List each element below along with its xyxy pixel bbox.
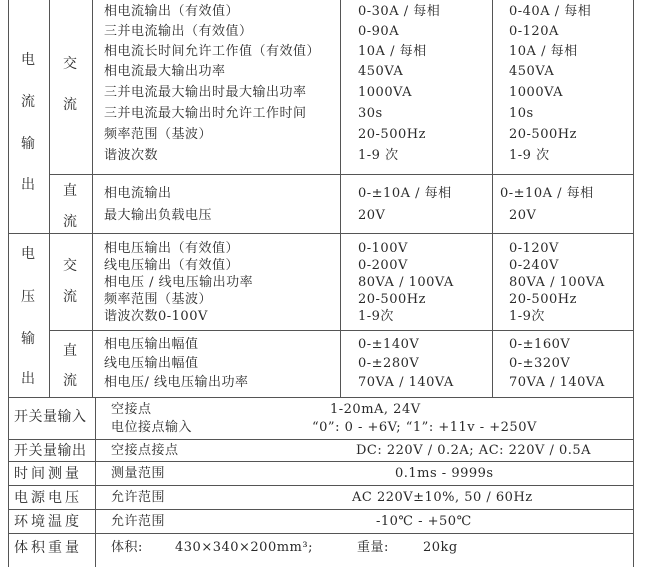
volume-value: 430×340×200mm³; [175,540,313,555]
param-value: 1-9次 [509,309,545,324]
param-name: 三并电流输出（有效值） [104,24,253,39]
param-value: 20-500Hz [509,292,577,307]
param-value: 450VA [509,64,555,79]
param-value: 20-500Hz [358,292,426,307]
voltage-output-label: 压 [21,289,35,305]
current-output-label: 电 [21,52,35,68]
voltage-dc-label: 流 [63,373,77,389]
row-divider [49,330,633,331]
param-name: 谐波次数 [104,148,159,163]
param-name: 谐波次数0-100V [104,309,208,324]
param-name: 相电压 / 线电压输出功率 [104,275,254,290]
param-value: 20V [358,208,386,223]
param-value: 0-±280V [358,356,420,371]
param-name: 电位接点输入 [111,420,193,435]
param-value: 20V [509,208,537,223]
current-dc-label: 直 [63,183,77,199]
col-divider [492,0,493,397]
col-divider [49,0,50,397]
voltage-output-label: 电 [21,246,35,262]
param-value: 80VA / 100VA [509,275,605,290]
param-value: 0-120V [509,241,559,256]
param-value: 10s [509,106,534,121]
ambient-temp-label: 环境温度 [14,514,82,530]
param-name: 空接点接点 [111,443,179,458]
switch-output-label: 开关量输出 [14,443,87,459]
voltage-output-label: 出 [21,371,35,387]
section-divider [8,461,633,462]
current-ac-label: 交 [63,56,77,72]
param-value: 0-40A / 每相 [509,4,592,19]
param-value: 10A / 每相 [358,44,427,59]
param-value: 70VA / 140VA [509,375,605,390]
param-name: 频率范围（基波） [104,292,213,307]
section-divider [8,509,633,510]
param-value: 0.1ms - 9999s [395,466,494,481]
switch-input-label: 开关量输入 [14,409,87,425]
param-name: 线电压输出幅值 [104,356,199,371]
param-name: 测量范围 [111,466,166,481]
param-value: 0-200V [358,258,408,273]
param-value: 0-30A / 每相 [358,4,441,19]
param-value: DC: 220V / 0.2A; AC: 220V / 0.5A [356,443,592,458]
param-name: 允许范围 [111,490,166,505]
voltage-output-label: 输 [21,331,35,347]
param-name: 空接点 [111,402,152,417]
col-divider [340,0,341,397]
param-value: 0-100V [358,241,408,256]
col-divider [633,0,634,567]
param-name: 三并电流最大输出时最大输出功率 [104,85,307,100]
current-ac-label: 流 [63,97,77,113]
param-value: 0-±10A / 每相 [500,186,594,201]
current-dc-label: 流 [63,214,77,230]
param-value: AC 220V±10%, 50 / 60Hz [352,490,533,505]
current-output-label: 出 [21,177,35,193]
row-divider [49,174,633,175]
param-name: 线电压输出（有效值） [104,258,240,273]
param-value: 450VA [358,64,404,79]
param-value: 0-±160V [509,337,571,352]
section-divider [8,533,633,534]
param-name: 相电流输出（有效值） [104,4,240,19]
param-value: 1-9 次 [358,148,399,163]
param-name: 最大输出负载电压 [104,208,213,223]
param-value: -10℃ - +50℃ [376,514,472,529]
volume-label: 体积: [111,540,143,555]
param-value: 1-20mA, 24V [330,402,421,417]
col-divider [8,0,9,567]
param-value: 80VA / 100VA [358,275,454,290]
param-value: 0-120A [509,24,559,39]
weight-label: 重量: [357,540,389,555]
param-value: 1-9次 [358,309,394,324]
param-name: 相电压输出（有效值） [104,241,240,256]
param-name: 相电压输出幅值 [104,337,199,352]
section-divider [8,397,633,398]
param-value: 1-9 次 [509,148,550,163]
param-value: 0-240V [509,258,559,273]
voltage-ac-label: 交 [63,258,77,274]
current-output-label: 流 [21,94,35,110]
param-value: 0-±140V [358,337,420,352]
time-measure-label: 时间测量 [14,466,82,482]
current-output-label: 输 [21,136,35,152]
param-value: 20-500Hz [509,127,577,142]
power-supply-label: 电源电压 [14,490,82,506]
param-name: 相电流长时间允许工作值（有效值） [104,44,321,59]
param-name: 相电流最大输出功率 [104,64,226,79]
col-divider [95,397,96,567]
param-value: 0-±320V [509,356,571,371]
param-value: 70VA / 140VA [358,375,454,390]
weight-value: 20kg [423,540,458,555]
param-name: 频率范围（基波） [104,127,213,142]
param-value: “0”: 0 - +6V; “1”: +11v - +250V [312,420,537,435]
param-name: 允许范围 [111,514,166,529]
param-value: 10A / 每相 [509,44,578,59]
param-value: 1000VA [358,85,412,100]
param-name: 相电压/ 线电压输出功率 [104,375,249,390]
section-divider [8,439,633,440]
param-value: 0-±10A / 每相 [358,186,452,201]
param-value: 20-500Hz [358,127,426,142]
param-value: 30s [358,106,383,121]
size-weight-label: 体积重量 [14,540,82,556]
voltage-ac-label: 流 [63,289,77,305]
col-divider [92,0,93,397]
param-value: 0-90A [358,24,400,39]
param-value: 1000VA [509,85,563,100]
section-divider [8,233,633,234]
param-name: 三并电流最大输出时允许工作时间 [104,106,307,121]
voltage-dc-label: 直 [63,343,77,359]
param-name: 相电流输出 [104,186,172,201]
section-divider [8,485,633,486]
